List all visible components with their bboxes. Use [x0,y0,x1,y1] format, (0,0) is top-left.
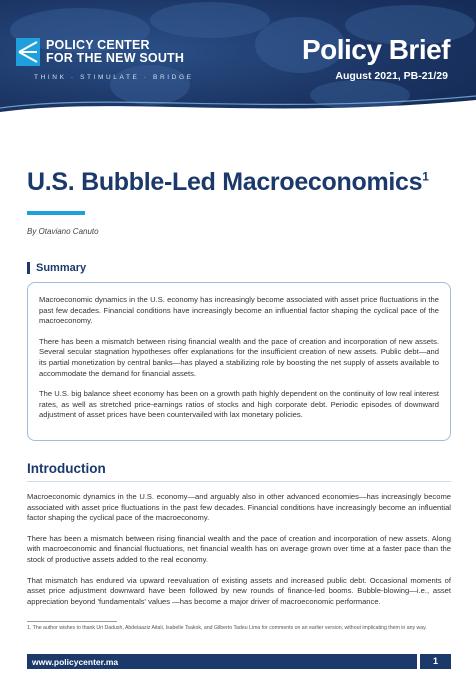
website-link[interactable]: www.policycenter.ma [32,656,119,667]
summary-heading [27,262,86,274]
summary-heading-label: Summary [36,262,87,274]
logo-line2: FOR THE NEW SOUTH [46,51,185,65]
summary-paragraph: There has been a mismatch between rising financial wealth and the pace of creation and incorporation of new assets. Several secular stagnation hypotheses offer explanations for the insufficient creation of new assets. Public debt—and its partial monetization by central banks—has played a stabilizing role by boosting the net supply of assets available to accommodate the demand for financial assets. [39,336,439,378]
page-title-text: U.S. Bubble-Led Macroeconomics [27,168,423,196]
header-banner [0,0,476,130]
logo-line1: POLICY CENTER [46,38,150,52]
introduction-rule [27,481,451,482]
body-paragraph: That mismatch has endured via upward reevaluation of existing assets and increased public debt. Occasional moments of asset price adjustment downward have been followed by new rounds of finance-led booms. Bubble-blowing—i.e., asset appreciation beyond 'fundamentals' values —has become a major driver of macroeconomic performance. [27,575,451,606]
introduction-heading: Introduction [27,461,106,476]
summary-paragraph: Macroeconomic dynamics in the U.S. economy has increasingly become associated with asset price fluctuations in the past few decades. Financial conditions have increasingly become an influential factor shaping the cyclical pace of the macroeconomy. [39,295,439,326]
summary-paragraph: The U.S. big balance sheet economy has been on a growth path highly dependent on the continuity of low real interest rates, as well as stretched price-earnings ratios of stocks and high corporate debt. Periodic episodes of downward adjustment of asset prices have been countervailed with lax monetary policies. [39,389,439,420]
title-accent-rule [27,211,85,215]
logo-tagline: THINK · STIMULATE · BRIDGE [34,74,194,81]
footnote-rule [27,621,117,622]
body-paragraph: Macroeconomic dynamics in the U.S. economy—and arguably also in other advanced economies—has increasingly become associated with asset price fluctuations in the past few decades. Financial conditions have increasingly become an influential factor shaping the cyclical pace of the macroeconomy. [27,492,451,523]
summary-marker [27,262,30,274]
author-byline: By Otaviano Canuto [27,227,99,236]
body-paragraph: There has been a mismatch between rising financial wealth and the pace of creation and incorporation of new assets. Along with macroeconomic and financial fluctuations, net financial wealth has on average grown over time at a faster pace than the stock of productive assets added to the real economy. [27,533,451,564]
doc-type-title: Policy Brief [301,34,450,65]
summary-box [27,282,451,441]
footnote: 1. The author wishes to thank Uri Dadush, Abdelaaziz Aitali, Isabelle Tsakok, and Gilberto Tadeu Lima for comments on an earlier version, without implicating them in any way. [27,625,427,631]
logo-icon [16,38,40,66]
policy-center-logo[interactable] [16,36,190,68]
doc-reference: August 2021, PB-21/29 [335,70,448,82]
page-title [27,168,429,197]
footer-bar [27,654,451,669]
page-number: 1 [417,654,451,669]
introduction-body [27,492,451,617]
title-footnote-mark[interactable]: 1 [422,169,429,184]
